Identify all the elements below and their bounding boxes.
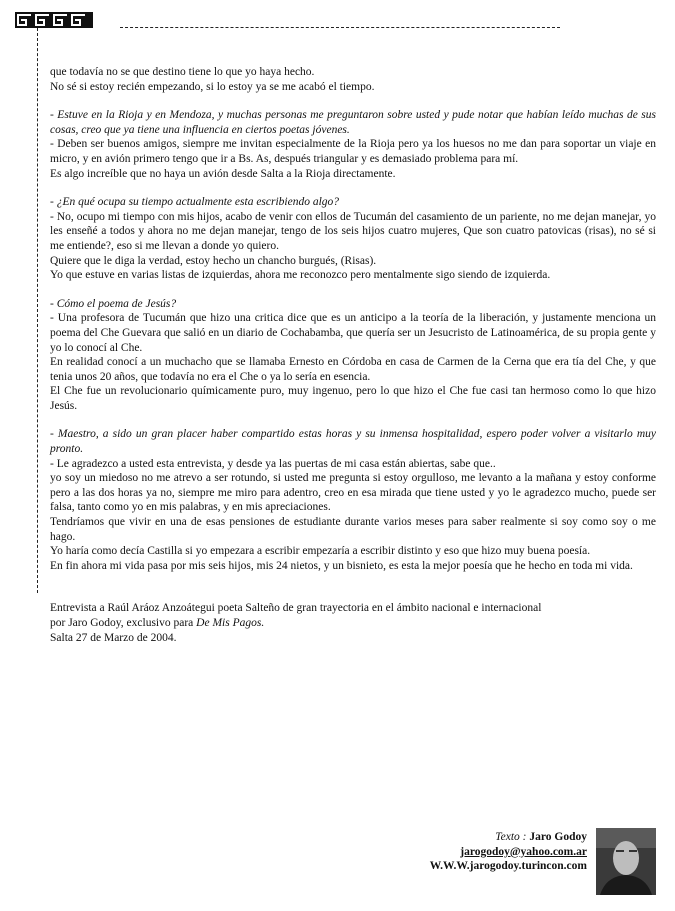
paragraph-gap [50, 181, 656, 195]
author-email-link[interactable]: jarogodoy@yahoo.com.ar [460, 845, 587, 858]
interviewee-answer: Tendríamos que vivir en una de esas pensiones de estudiante durante varios meses para saber realmente si soy como soy o me hago. [50, 516, 656, 543]
interviewee-answer: Quiere que le diga la verdad, estoy hecho un chancho burgués, (Risas). [50, 254, 377, 267]
interviewee-answer: Yo haría como decía Castilla si yo empezara a escribir empezaría a escribir distinto y eso que hizo muy buena poesía. [50, 545, 591, 558]
side-dashed-divider [37, 28, 38, 593]
interviewer-question: - ¿En qué ocupa su tiempo actualmente esta escribiendo algo? [50, 196, 340, 209]
top-dashed-divider [120, 27, 560, 28]
paragraph-list [50, 65, 656, 601]
paragraph-gap [50, 413, 656, 427]
paragraph-gap [50, 94, 656, 108]
interviewee-answer: El Che fue un revolucionario químicamente puro, muy ingenuo, pero lo que hizo el Che fue casi tan hermoso como lo que hizo Jesús. [50, 385, 656, 412]
interviewee-answer: En realidad conocí a un muchacho que se llamaba Ernesto en Córdoba en casa de Carmen de la Cerna que era tía del Che, y que tenia unos 20 años, que todavía no era el Che o ya lo sería en esencia. [50, 356, 656, 383]
interviewee-answer: - No, ocupo mi tiempo con mis hijos, acabo de venir con ellos de Tucumán del casamiento de un pariente, no me dejan manejar, yo les enseñé a todos y ahora no me dejan manejar, tengo de los seis hijos cuatro mujeres, Que son cuatro patovicas (risas), no sé si me entiende?, eso si me llevan a donde yo quiero. [50, 210, 656, 252]
author-name: Jaro Godoy [529, 831, 587, 843]
credit-line [430, 830, 587, 845]
closing-note-line2 [50, 616, 656, 631]
publication-name: De Mis Pagos. [196, 617, 265, 629]
interviewee-answer: que todavía no se que destino tiene lo que yo haya hecho. [50, 66, 315, 78]
closing-note-prefix: por Jaro Godoy, exclusivo para [50, 617, 197, 629]
paragraph-gap [50, 573, 656, 587]
interviewee-answer: En fin ahora mi vida pasa por mis seis hijos, mis 24 nietos, y un bisnieto, es esta la mejor poesía que he hecho en toda mi vida. [50, 559, 633, 572]
author-portrait-photo-icon [596, 828, 656, 895]
author-credits [430, 830, 587, 874]
interviewee-answer: - Le agradezco a usted esta entrevista, y desde ya las puertas de mi casa están abiertas, sabe que.. [50, 457, 496, 470]
interview-body [50, 65, 656, 645]
closing-note-line1: Entrevista a Raúl Aráoz Anzoátegui poeta Salteño de gran trayectoria en el ámbito nacional e internacional [50, 602, 542, 615]
closing-note-date: Salta 27 de Marzo de 2004. [50, 631, 177, 644]
interviewee-answer: No sé si estoy recién empezando, si lo estoy ya se me acabó el tiempo. [50, 80, 375, 93]
interviewer-question: - Cómo el poema de Jesús? [50, 297, 177, 310]
paragraph-gap [50, 587, 656, 601]
interviewer-question: - Maestro, a sido un gran placer haber compartido estas horas y su inmensa hospitalidad, espero poder volver a visitarlo muy pronto. [50, 428, 656, 456]
interviewee-answer: - Deben ser buenos amigos, siempre me invitan especialmente de la Rioja pero ya los huesos no me dan para soportar un viaje en micro, y en avión primero tengo que ir a Bs. As, después triangular y es demasiado problema para mí. [50, 138, 656, 165]
interviewer-question: - Estuve en la Rioja y en Mendoza, y muchas personas me preguntaron sobre usted y pude notar que habían leído muchas de sus cosas, creo que ya tiene una influencia en ciertos poetas jóvenes. [50, 109, 656, 136]
interviewee-answer: yo soy un miedoso no me atrevo a ser rotundo, si usted me pregunta si estoy orgulloso, me levanto a la mañana y estoy conforme pero a las dos horas ya no, siempre me miro para adentro, creo en esa mirada que tiene usted y yo le agradezco mucho, puede ser falsa, tanto como yo en mis palabras, y en mis apreciaciones. [50, 472, 656, 514]
interviewee-answer: - Una profesora de Tucumán que hizo una critica dice que es un anticipo a la teoría de la liberación, y justamente menciona un poema del Che Guevara que salió en un diario de Cochabamba, que quería ser un Jesucristo de Latinoamérica, de su propia gente y yo lo conocí al Che. [50, 312, 656, 354]
paragraph-gap [50, 283, 656, 297]
credit-label: Texto : [495, 831, 530, 843]
interviewee-answer: Yo que estuve en varias listas de izquierdas, ahora me reconozco pero mentalmente sigo siendo de izquierda. [50, 269, 551, 282]
interviewee-answer: Es algo increíble que no haya un avión desde Salta a la Rioja directamente. [50, 167, 396, 180]
author-website-link[interactable]: W.W.W.jarogodoy.turincon.com [429, 860, 587, 873]
greek-key-ornament-icon [15, 12, 93, 28]
